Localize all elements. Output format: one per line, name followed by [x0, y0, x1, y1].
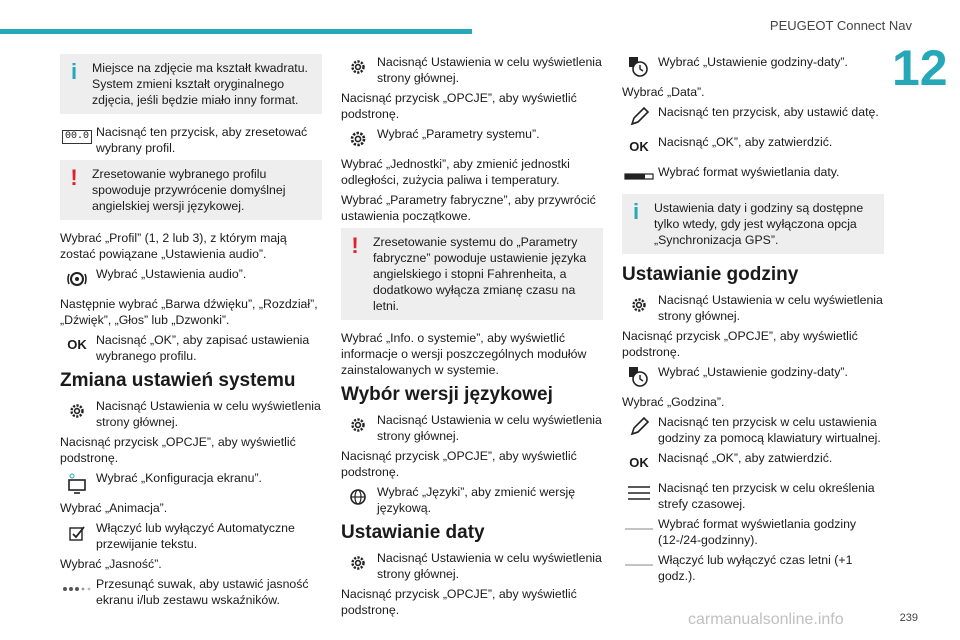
menu-list-icon	[622, 480, 656, 506]
calendar-clock-icon	[622, 364, 656, 390]
step-audio-settings: Wybrać „Ustawienia audio”.	[60, 266, 322, 292]
factory-paragraph: Wybrać „Parametry fabryczne”, aby przywrócić ustawienia początkowe.	[341, 193, 596, 223]
date-paragraph: Wybrać „Data”.	[622, 85, 705, 99]
profile-paragraph: Wybrać „Profil” (1, 2 lub 3), z którym mają zostać powiązane „Ustawienia audio”.	[60, 231, 287, 261]
step-auto-scroll: Włączyć lub wyłączyć Automatyczne przewijanie tekstu.	[60, 520, 322, 552]
options-paragraph: Nacisnąć przycisk „OPCJE”, aby wyświetlić podstronę.	[341, 587, 577, 617]
heading-system-settings: Zmiana ustawień systemu	[60, 370, 296, 391]
pencil-icon	[622, 104, 656, 130]
pencil-icon	[622, 414, 656, 440]
checkbox-icon	[60, 520, 94, 546]
gear-icon	[341, 54, 375, 80]
step-settings: Nacisnąć Ustawienia w celu wyświetlenia strony głównej.	[341, 412, 603, 444]
warning-note: ! Zresetowanie systemu do „Parametry fabryczne” powoduje ustawienie języka angielskiego i stopni Fahrenheita, a dodatkowo wyłącza zmianę czasu na letni.	[341, 228, 603, 320]
warning-icon: !	[70, 165, 78, 190]
heading-time: Ustawianie godziny	[622, 264, 799, 285]
system-info-paragraph: Wybrać „Info. o systemie”, aby wyświetlić informacje o wersji poszczególnych modułów zainstalowanych w systemie.	[341, 331, 587, 377]
page-header-title: PEUGEOT Connect Nav	[769, 18, 912, 33]
options-paragraph: Nacisnąć przycisk „OPCJE”, aby wyświetlić podstronę.	[341, 91, 577, 121]
info-icon: i	[70, 59, 78, 84]
heading-language: Wybór wersji językowej	[341, 384, 553, 405]
step-languages: Wybrać „Języki”, aby zmienić wersję językową.	[341, 484, 603, 516]
step-screen-config: Wybrać „Konfiguracja ekranu”.	[60, 470, 322, 496]
step-date-format: Wybrać format wyświetlania daty.	[622, 164, 884, 190]
gear-icon	[341, 412, 375, 438]
step-keyboard: Nacisnąć ten przycisk w celu ustawienia godziny za pomocą klawiatury wirtualnej.	[622, 414, 884, 446]
brightness-paragraph: Wybrać „Jasność”.	[60, 557, 162, 571]
calendar-clock-icon	[622, 54, 656, 80]
options-paragraph: Nacisnąć przycisk „OPCJE”, aby wyświetlić podstronę.	[622, 329, 858, 359]
ok-key-icon: OK	[67, 337, 87, 352]
line-toggle-icon	[622, 516, 656, 542]
slider-icon	[60, 576, 94, 602]
column-3	[622, 54, 884, 588]
step-reset-profile: 00.0 Nacisnąć ten przycisk, aby zresetować wybrany profil.	[60, 124, 322, 156]
audio-options-paragraph: Następnie wybrać „Barwa dźwięku”, „Rozdział”, „Dźwięk”, „Głos” lub „Dzwonki”.	[60, 297, 318, 327]
screen-brightness-icon	[60, 470, 94, 496]
step-brightness-slider: Przesunąć suwak, aby ustawić jasność ekranu i/lub zestawu wskaźników.	[60, 576, 322, 608]
hour-paragraph: Wybrać „Godzina”.	[622, 395, 725, 409]
step-datetime: Wybrać „Ustawienie godziny-daty”.	[622, 54, 884, 80]
animation-paragraph: Wybrać „Animacja”.	[60, 501, 168, 515]
options-paragraph: Nacisnąć przycisk „OPCJE”, aby wyświetlić podstronę.	[341, 449, 577, 479]
step-ok-confirm: OK Nacisnąć „OK”, aby zatwierdzić.	[622, 134, 884, 160]
warning-icon: !	[351, 233, 359, 258]
heading-date: Ustawianie daty	[341, 522, 485, 543]
chapter-number: 12	[892, 40, 948, 96]
step-settings: Nacisnąć Ustawienia w celu wyświetlenia strony głównej.	[622, 292, 884, 324]
info-note: i Ustawienia daty i godziny są dostępne tylko wtedy, gdy jest wyłączona opcja „Synchronizacja GPS”.	[622, 194, 884, 254]
line-toggle-icon	[622, 552, 656, 578]
info-note: i Miejsce na zdjęcie ma kształt kwadratu. System zmieni kształt oryginalnego zdjęcia, jeśli będzie miało inny format.	[60, 54, 322, 114]
info-icon: i	[632, 199, 640, 224]
audio-settings-icon	[60, 266, 94, 292]
step-datetime: Wybrać „Ustawienie godziny-daty”.	[622, 364, 884, 390]
gear-icon	[341, 550, 375, 576]
reset-key-icon: 00.0	[60, 124, 94, 150]
step-dst: Włączyć lub wyłączyć czas letni (+1 godz.).	[622, 552, 884, 584]
step-ok-save: OK Nacisnąć „OK”, aby zapisać ustawienia wybranego profilu.	[60, 332, 322, 364]
column-2	[341, 54, 603, 622]
step-ok-confirm: OK Nacisnąć „OK”, aby zatwierdzić.	[622, 450, 884, 476]
globe-icon	[341, 484, 375, 510]
dropdown-bar-icon	[622, 164, 656, 190]
step-settings: Nacisnąć Ustawienia w celu wyświetlenia strony głównej.	[341, 54, 603, 86]
ok-key-icon: OK	[629, 455, 649, 470]
step-settings: Nacisnąć Ustawienia w celu wyświetlenia strony głównej.	[341, 550, 603, 582]
gear-icon	[622, 292, 656, 318]
system-gear-icon	[341, 126, 375, 152]
header-accent-bar	[0, 29, 472, 34]
options-paragraph: Nacisnąć przycisk „OPCJE”, aby wyświetlić podstronę.	[60, 435, 296, 465]
step-settings: Nacisnąć Ustawienia w celu wyświetlenia strony głównej.	[60, 398, 322, 430]
watermark: carmanualsonline.info	[688, 611, 844, 628]
step-timezone: Nacisnąć ten przycisk w celu określenia strefy czasowej.	[622, 480, 884, 512]
units-paragraph: Wybrać „Jednostki”, aby zmienić jednostki odległości, zużycia paliwa i temperatury.	[341, 157, 570, 187]
warning-note: ! Zresetowanie wybranego profilu spowoduje przywrócenie domyślnej angielskiej wersji językowej.	[60, 160, 322, 220]
column-1	[60, 54, 322, 612]
ok-key-icon: OK	[629, 139, 649, 154]
step-time-format: Wybrać format wyświetlania godziny (12-/24-godzinny).	[622, 516, 884, 548]
step-system-params: Wybrać „Parametry systemu”.	[341, 126, 603, 152]
gear-icon	[60, 398, 94, 424]
step-set-date: Nacisnąć ten przycisk, aby ustawić datę.	[622, 104, 884, 130]
page-number: 239	[899, 612, 918, 624]
